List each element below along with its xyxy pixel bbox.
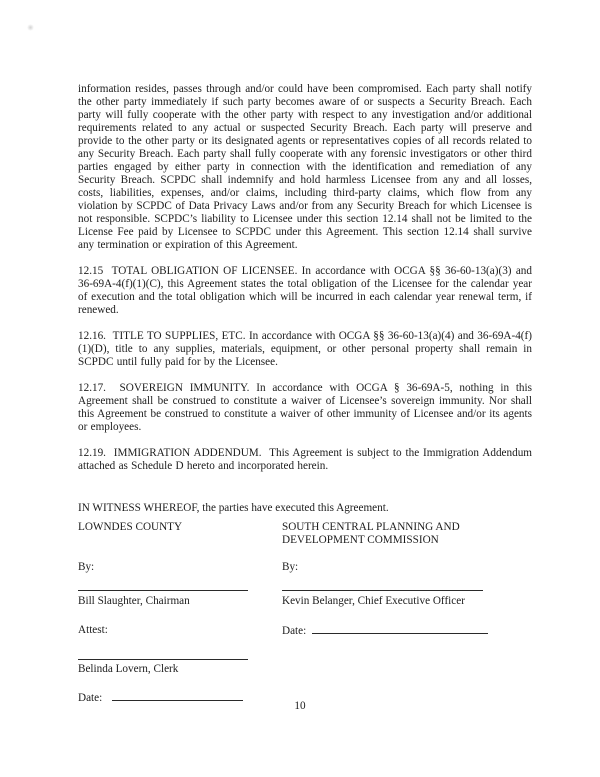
right-date-label: Date: <box>282 625 307 637</box>
right-by-label: By: <box>282 561 299 573</box>
paragraph-12-19: 12.19. IMMIGRATION ADDENDUM. This Agreement is subject to the Immigration Addendum attached as Schedule D hereto and incorporated herein. <box>78 447 532 472</box>
left-clerk-signature-line <box>78 659 248 660</box>
left-attest-label: Attest: <box>78 624 108 636</box>
right-org-line1: SOUTH CENTRAL PLANNING AND <box>282 521 460 533</box>
document-body <box>78 83 532 515</box>
right-date-line <box>312 624 488 634</box>
paragraph-12-16: 12.16. TITLE TO SUPPLIES, ETC. In accordance with OCGA §§ 36-60-13(a)(4) and 36-69A-4(f)(1)(D), title to any supplies, materials, equipment, or other personal property shall remain in SCPDC until fully paid for by the Licensee. <box>78 330 532 368</box>
paragraph-12-15: 12.15 TOTAL OBLIGATION OF LICENSEE. In accordance with OCGA §§ 36-60-13(a)(3) and 36-69A-4(f)(1)(C), this Agreement states the total obligation of the Licensee for the calendar year of execution and the total obligation which will be incurred in each calendar year renewal term, if renewed. <box>78 265 532 316</box>
right-org-name <box>282 521 460 547</box>
paragraph-12-14-continuation: information resides, passes through and/or could have been compromised. Each party shall notify the other party immediately if such party becomes aware of or suspects a Security Breach. Each party will fully cooperate with the other party with respect to any investigation and/or additional requirements related to any actual or suspected Security Breach. Each party will preserve and provide to the other party or its designated agents or representatives copies of all records related to any Security Breach. Each party shall fully cooperate with any forensic investigators or other third parties engaged by either party in connection with the identification and remediation of any Security Breach. SCPDC shall indemnify and hold harmless Licensee from any and all losses, costs, liabilities, expenses, and/or claims, including third-party claims, which flow from any violation by SCPDC of Data Privacy Laws and/or from any Security Breach for which Licensee is not responsible. SCPDC’s liability to Licensee under this section 12.14 shall not be limited to the License Fee paid by Licensee to SCPDC under this Agreement. This section 12.14 shall survive any termination or expiration of this Agreement. <box>78 83 532 251</box>
left-signer-name: Bill Slaughter, Chairman <box>78 595 190 607</box>
witness-clause: IN WITNESS WHEREOF, the parties have executed this Agreement. <box>78 502 389 514</box>
right-signer-name: Kevin Belanger, Chief Executive Officer <box>282 595 465 607</box>
left-org-name: LOWNDES COUNTY <box>78 521 183 533</box>
right-signature-line <box>282 590 483 591</box>
right-date-row <box>282 624 488 638</box>
left-signature-line <box>78 590 248 591</box>
left-clerk-name: Belinda Lovern, Clerk <box>78 663 179 675</box>
page-number: 10 <box>294 700 306 712</box>
left-date-label: Date: <box>78 692 103 704</box>
scan-artifact-speck <box>27 24 34 31</box>
paragraph-12-17: 12.17. SOVEREIGN IMMUNITY. In accordance with OCGA § 36-69A-5, nothing in this Agreement shall be construed to constitute a waiver of Licensee’s sovereign immunity. Nor shall this Agreement be construed to constitute a waiver of other immunity of Licensee and/or its agents or employees. <box>78 382 532 433</box>
right-org-line2: DEVELOPMENT COMMISSION <box>282 534 439 546</box>
left-by-label: By: <box>78 561 95 573</box>
